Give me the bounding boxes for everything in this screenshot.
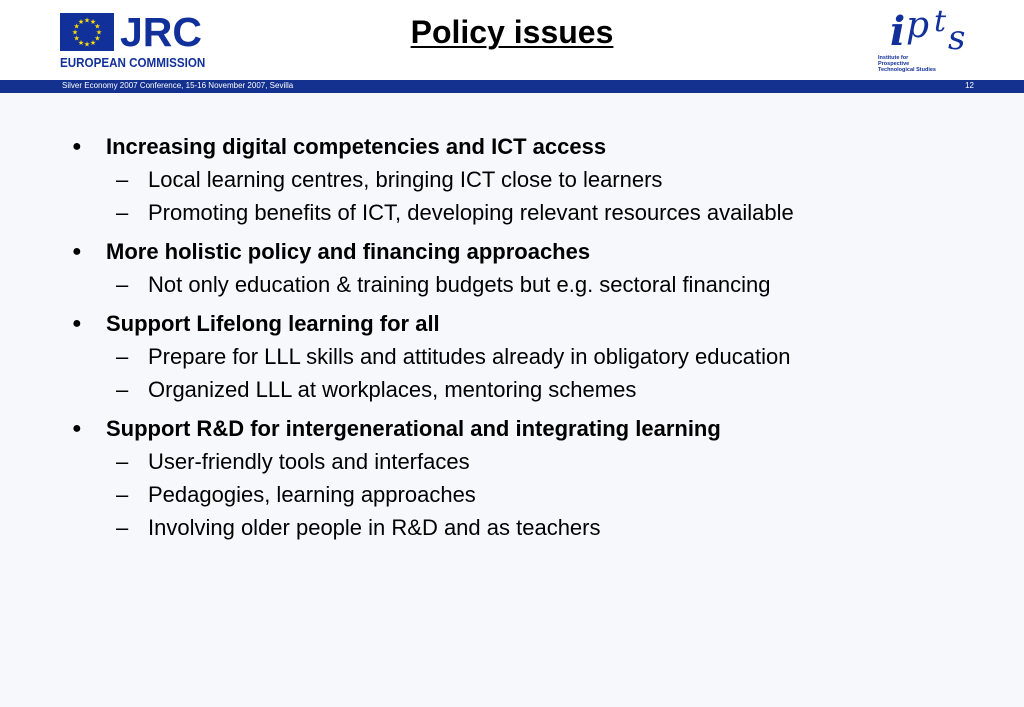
dash-icon: – <box>116 344 129 369</box>
sub-bullet-text: Local learning centres, bringing ICT close to learners <box>148 167 663 192</box>
slide-content <box>68 130 968 550</box>
svg-text:i: i <box>890 8 906 55</box>
dash-icon: – <box>116 272 129 297</box>
ipts-logo-mark-icon <box>876 5 976 55</box>
slide-title: Policy issues <box>410 14 614 50</box>
bullet-dot-icon: ● <box>72 315 82 332</box>
eu-star-icon: ★ <box>71 28 79 37</box>
footer-band <box>0 80 1024 93</box>
sub-bullet <box>68 373 968 406</box>
sub-bullet-text: User-friendly tools and interfaces <box>148 449 470 474</box>
eu-star-icon: ★ <box>94 34 101 43</box>
svg-text:s: s <box>948 18 966 55</box>
bullet-item <box>68 307 968 406</box>
dash-icon: – <box>116 449 129 474</box>
bullet-dot-icon: ● <box>72 243 82 260</box>
bullet-heading-text: Increasing digital competencies and ICT access <box>106 134 607 159</box>
bullet-item <box>68 130 968 229</box>
sub-bullet-text: Prepare for LLL skills and attitudes already in obligatory education <box>148 344 791 369</box>
eu-star-icon: ★ <box>89 18 97 27</box>
sub-bullet-text: Involving older people in R&D and as teachers <box>148 515 601 540</box>
dash-icon: – <box>116 482 129 507</box>
eu-star-icon: ★ <box>89 38 97 47</box>
dash-icon: – <box>116 377 129 402</box>
bullet-dot-icon: ● <box>72 420 82 437</box>
eu-star-icon: ★ <box>95 28 103 37</box>
sub-bullet <box>68 340 968 373</box>
bullet-dot-icon: ● <box>72 138 82 155</box>
bullet-heading <box>68 130 968 163</box>
dash-icon: – <box>116 515 129 540</box>
bullet-heading-text: More holistic policy and financing approaches <box>106 239 591 264</box>
jrc-logo-text: JRC <box>120 9 203 55</box>
sub-bullet-text: Pedagogies, learning approaches <box>148 482 476 507</box>
sub-bullet-text: Not only education & training budgets but e.g. sectoral financing <box>148 272 771 297</box>
slide-header <box>0 0 1024 80</box>
slide-title-container <box>0 14 1024 51</box>
bullet-heading <box>68 307 968 340</box>
european-commission-text: EUROPEAN COMMISSION <box>60 56 206 70</box>
bullet-item <box>68 235 968 301</box>
eu-star-icon: ★ <box>77 38 85 47</box>
sub-bullet <box>68 511 968 544</box>
sub-bullet <box>68 196 968 229</box>
bullet-heading <box>68 412 968 445</box>
bullet-item <box>68 412 968 544</box>
sub-bullet <box>68 478 968 511</box>
sub-bullet <box>68 163 968 196</box>
eu-star-icon: ★ <box>73 34 80 43</box>
sub-bullet <box>68 268 968 301</box>
dash-icon: – <box>116 167 129 192</box>
ipts-caption: Institute for Prospective Technological Studies <box>878 55 936 73</box>
ipts-logo <box>876 5 976 75</box>
conference-label: Silver Economy 2007 Conference, 15-16 November 2007, Sevilla <box>62 81 294 90</box>
sub-bullet-text: Organized LLL at workplaces, mentoring schemes <box>148 377 637 402</box>
eu-star-icon: ★ <box>73 22 80 31</box>
bullet-heading <box>68 235 968 268</box>
svg-text:t: t <box>934 5 947 39</box>
sub-bullet-text: Promoting benefits of ICT, developing relevant resources available <box>148 200 794 225</box>
bullet-heading-text: Support R&D for intergenerational and integrating learning <box>106 416 721 441</box>
sub-bullet <box>68 445 968 478</box>
bullet-heading-text: Support Lifelong learning for all <box>106 311 440 336</box>
eu-star-icon: ★ <box>77 18 85 27</box>
eu-star-icon: ★ <box>94 22 101 31</box>
page-number: 12 <box>965 81 974 90</box>
dash-icon: – <box>116 200 129 225</box>
eu-star-icon: ★ <box>83 40 91 49</box>
svg-text:p: p <box>906 5 930 46</box>
eu-star-icon: ★ <box>83 16 91 25</box>
